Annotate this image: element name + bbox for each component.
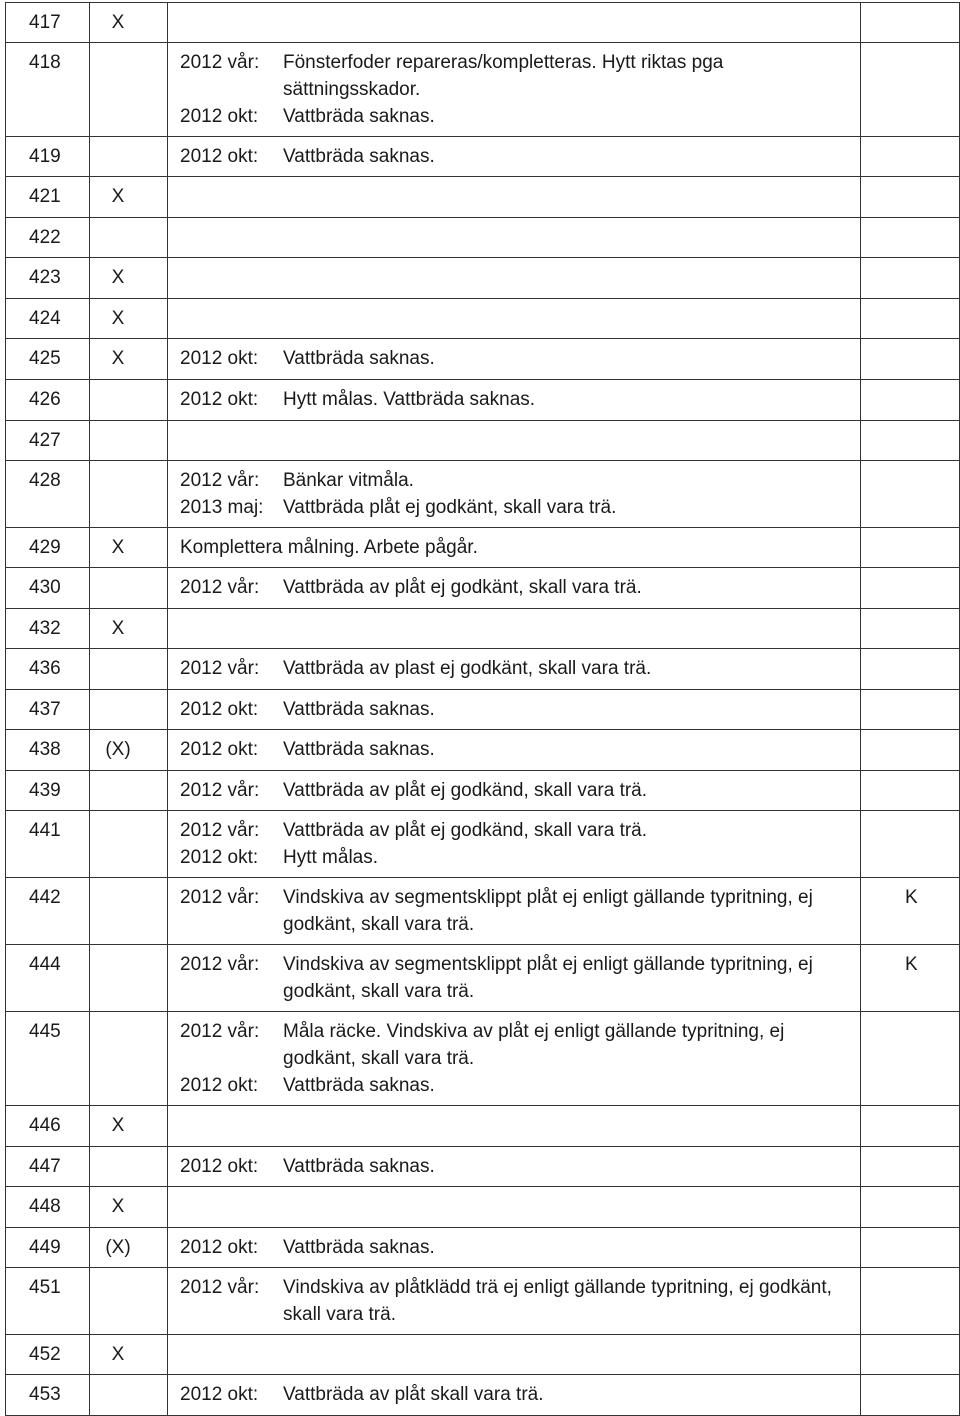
status-mark: X <box>111 186 125 207</box>
k-mark <box>905 299 959 311</box>
remark-entry <box>180 467 860 494</box>
row-number: 426 <box>29 389 61 410</box>
k-mark-cell <box>861 421 960 461</box>
row-number-cell <box>6 1228 90 1268</box>
status-mark: X <box>111 1344 125 1365</box>
description-cell <box>168 218 861 258</box>
description-cell <box>168 945 861 1012</box>
row-number: 419 <box>29 146 61 167</box>
status-mark-cell <box>90 43 168 137</box>
remark-text: Vattbräda saknas. <box>283 699 435 720</box>
table-row <box>6 609 960 649</box>
row-number: 448 <box>29 1196 61 1217</box>
remark-date: 2012 vår: <box>180 887 260 908</box>
description-cell <box>168 380 861 421</box>
description-cell <box>168 1268 861 1335</box>
k-mark <box>905 43 959 55</box>
status-mark-cell <box>90 1187 168 1228</box>
description-cell <box>168 1147 861 1187</box>
status-mark: (X) <box>105 739 131 760</box>
row-number: 436 <box>29 658 61 679</box>
row-number-cell <box>6 1147 90 1187</box>
k-mark <box>905 137 959 149</box>
description-cell <box>168 137 861 177</box>
row-number-cell <box>6 137 90 177</box>
table-row <box>6 811 960 878</box>
remark-text: Vattbräda av plåt skall vara trä. <box>283 1384 544 1405</box>
status-mark-cell <box>90 218 168 258</box>
status-mark-cell <box>90 609 168 649</box>
k-mark <box>905 421 959 433</box>
remark-date: 2012 okt: <box>180 1075 259 1096</box>
row-number-cell <box>6 177 90 218</box>
remark-text: Vattbräda av plast ej godkänt, skall vara trä. <box>283 658 652 679</box>
table-row <box>6 568 960 609</box>
remark-entry <box>180 696 860 723</box>
remark-entry <box>180 386 860 413</box>
row-number: 453 <box>29 1384 61 1405</box>
row-number-cell <box>6 1187 90 1228</box>
row-number-cell <box>6 730 90 771</box>
k-mark <box>905 690 959 702</box>
k-mark <box>905 1147 959 1159</box>
remark-date: 2012 okt: <box>180 106 259 127</box>
remark-entry <box>180 817 860 844</box>
k-mark <box>905 380 959 392</box>
table-row <box>6 258 960 299</box>
remark-date: 2013 maj: <box>180 497 264 518</box>
remark-text: Vattbräda av plåt ej godkänd, skall vara trä. <box>283 820 648 841</box>
row-number-cell <box>6 649 90 690</box>
table-row <box>6 177 960 218</box>
remark-date: 2012 okt: <box>180 1384 259 1405</box>
table-body <box>6 3 960 1416</box>
k-mark <box>905 258 959 270</box>
remark-date: 2012 vår: <box>180 820 260 841</box>
table-row <box>6 1187 960 1228</box>
table-row <box>6 1147 960 1187</box>
status-mark: X <box>111 308 125 329</box>
remark-text: Vattbräda saknas. <box>283 1075 435 1096</box>
status-mark-cell <box>90 461 168 528</box>
description-cell <box>168 730 861 771</box>
table-row <box>6 43 960 137</box>
k-mark <box>905 730 959 742</box>
row-number: 425 <box>29 348 61 369</box>
status-mark-cell <box>90 299 168 339</box>
description-cell <box>168 609 861 649</box>
remark-entry <box>180 884 860 938</box>
remark-entry <box>180 736 860 763</box>
row-number: 449 <box>29 1237 61 1258</box>
k-mark <box>905 528 959 540</box>
k-mark-cell <box>861 258 960 299</box>
row-number: 447 <box>29 1156 61 1177</box>
description-cell <box>168 299 861 339</box>
table-row <box>6 1106 960 1147</box>
description-cell <box>168 3 861 43</box>
status-mark-cell <box>90 3 168 43</box>
status-mark-cell <box>90 1106 168 1147</box>
status-mark-cell <box>90 258 168 299</box>
table-row <box>6 690 960 730</box>
status-mark-cell <box>90 339 168 380</box>
remark-date: 2012 vår: <box>180 52 260 73</box>
remark-text: Vattbräda av plåt ej godkänd, skall vara trä. <box>283 780 648 801</box>
row-number: 437 <box>29 699 61 720</box>
k-mark-cell <box>861 1147 960 1187</box>
row-number-cell <box>6 771 90 811</box>
table-row <box>6 380 960 421</box>
row-number-cell <box>6 461 90 528</box>
inspection-table <box>5 2 960 1416</box>
row-number-cell <box>6 811 90 878</box>
description-cell <box>168 1012 861 1106</box>
k-mark-cell <box>861 299 960 339</box>
k-mark <box>905 771 959 783</box>
table-row <box>6 339 960 380</box>
remark-date: 2012 okt: <box>180 389 259 410</box>
k-mark-cell <box>861 878 960 945</box>
k-mark <box>905 609 959 621</box>
status-mark-cell <box>90 528 168 568</box>
description-cell <box>168 1228 861 1268</box>
remark-entry <box>180 951 860 1005</box>
k-mark <box>905 1335 959 1347</box>
remark-entry <box>180 1153 860 1180</box>
status-mark-cell <box>90 380 168 421</box>
k-mark <box>905 649 959 661</box>
remark-date: 2012 okt: <box>180 1237 259 1258</box>
remark-entry <box>180 1381 860 1408</box>
table-row <box>6 1268 960 1335</box>
status-mark: X <box>111 348 125 369</box>
remark-text: Vindskiva av segmentsklippt plåt ej enligt gällande typritning, ej godkänt, skall vara trä. <box>283 887 813 935</box>
row-number: 438 <box>29 739 61 760</box>
status-mark: X <box>111 1115 125 1136</box>
row-number: 442 <box>29 887 61 908</box>
table-row <box>6 218 960 258</box>
remark-date: 2012 okt: <box>180 348 259 369</box>
row-number-cell <box>6 878 90 945</box>
table-row <box>6 649 960 690</box>
k-mark-cell <box>861 771 960 811</box>
k-mark: K <box>905 887 918 908</box>
row-number-cell <box>6 1268 90 1335</box>
k-mark-cell <box>861 3 960 43</box>
status-mark: X <box>111 618 125 639</box>
status-mark-cell <box>90 878 168 945</box>
row-number: 418 <box>29 52 61 73</box>
row-number: 429 <box>29 537 61 558</box>
k-mark-cell <box>861 690 960 730</box>
row-number: 424 <box>29 308 61 329</box>
row-number: 422 <box>29 227 61 248</box>
description-cell <box>168 528 861 568</box>
remark-date: 2012 vår: <box>180 658 260 679</box>
k-mark-cell <box>861 945 960 1012</box>
row-number: 451 <box>29 1277 61 1298</box>
k-mark-cell <box>861 1268 960 1335</box>
row-number-cell <box>6 1012 90 1106</box>
row-number-cell <box>6 421 90 461</box>
k-mark-cell <box>861 339 960 380</box>
remark-text: Måla räcke. Vindskiva av plåt ej enligt gällande typritning, ej godkänt, skall vara trä. <box>283 1021 785 1069</box>
status-mark: X <box>111 537 125 558</box>
row-number: 421 <box>29 186 61 207</box>
status-mark-cell <box>90 1147 168 1187</box>
k-mark <box>905 177 959 189</box>
status-mark: X <box>111 1196 125 1217</box>
row-number-cell <box>6 218 90 258</box>
description-cell <box>168 258 861 299</box>
description-cell <box>168 878 861 945</box>
row-number: 444 <box>29 954 61 975</box>
description-cell <box>168 1335 861 1375</box>
k-mark-cell <box>861 137 960 177</box>
status-mark: X <box>111 12 125 33</box>
description-cell <box>168 649 861 690</box>
table-row <box>6 528 960 568</box>
row-number: 428 <box>29 470 61 491</box>
description-cell <box>168 1375 861 1416</box>
row-number-cell <box>6 1106 90 1147</box>
k-mark-cell <box>861 730 960 771</box>
row-number: 432 <box>29 618 61 639</box>
k-mark-cell <box>861 811 960 878</box>
table-row <box>6 299 960 339</box>
status-mark-cell <box>90 811 168 878</box>
remark-date: 2012 vår: <box>180 577 260 598</box>
description-cell <box>168 461 861 528</box>
k-mark <box>905 1228 959 1240</box>
remark-date: 2012 vår: <box>180 1277 260 1298</box>
k-mark <box>905 1106 959 1118</box>
row-number-cell <box>6 568 90 609</box>
remark-entry <box>180 143 860 170</box>
table-row <box>6 1228 960 1268</box>
row-number-cell <box>6 339 90 380</box>
remark-date: 2012 okt: <box>180 1156 259 1177</box>
remark-text: Hytt målas. Vattbräda saknas. <box>283 389 536 410</box>
k-mark <box>905 1012 959 1024</box>
k-mark-cell <box>861 1012 960 1106</box>
status-mark-cell <box>90 649 168 690</box>
table-row <box>6 1375 960 1416</box>
remark-entry <box>180 574 860 601</box>
remark-entry <box>180 844 860 871</box>
description-cell <box>168 177 861 218</box>
description-cell <box>168 1187 861 1228</box>
row-number: 430 <box>29 577 61 598</box>
row-number-cell <box>6 43 90 137</box>
remark-entry <box>180 103 860 130</box>
k-mark-cell <box>861 568 960 609</box>
remark-text: Vattbräda saknas. <box>283 1156 435 1177</box>
status-mark-cell <box>90 1335 168 1375</box>
remark-date: 2012 okt: <box>180 146 259 167</box>
remark-text: Fönsterfoder repareras/kompletteras. Hytt riktas pga sättningsskador. <box>283 52 724 100</box>
status-mark: (X) <box>105 1237 131 1258</box>
row-number-cell <box>6 3 90 43</box>
row-number-cell <box>6 690 90 730</box>
remark-date: 2012 vår: <box>180 1021 260 1042</box>
k-mark <box>905 1187 959 1199</box>
k-mark-cell <box>861 1106 960 1147</box>
status-mark-cell <box>90 771 168 811</box>
row-number: 441 <box>29 820 61 841</box>
row-number-cell <box>6 1375 90 1416</box>
status-mark-cell <box>90 137 168 177</box>
k-mark-cell <box>861 649 960 690</box>
remark-text: Vattbräda saknas. <box>283 146 435 167</box>
description-cell <box>168 1106 861 1147</box>
row-number: 427 <box>29 430 61 451</box>
description-cell <box>168 690 861 730</box>
remark-text: Vattbräda saknas. <box>283 1237 435 1258</box>
remark-text: Hytt målas. <box>283 847 379 868</box>
row-number-cell <box>6 528 90 568</box>
status-mark-cell <box>90 421 168 461</box>
remark-entry <box>180 655 860 682</box>
status-mark-cell <box>90 690 168 730</box>
status-mark-cell <box>90 568 168 609</box>
row-number-cell <box>6 299 90 339</box>
row-number: 439 <box>29 780 61 801</box>
status-mark-cell <box>90 730 168 771</box>
k-mark <box>905 218 959 230</box>
remark-entry <box>180 1234 860 1261</box>
k-mark <box>905 1268 959 1280</box>
status-mark: X <box>111 267 125 288</box>
remark-entry <box>180 494 860 521</box>
description-cell <box>168 771 861 811</box>
row-number: 417 <box>29 12 61 33</box>
description-cell <box>168 43 861 137</box>
row-number: 423 <box>29 267 61 288</box>
status-mark-cell <box>90 1012 168 1106</box>
row-number-cell <box>6 609 90 649</box>
status-mark-cell <box>90 177 168 218</box>
status-mark-cell <box>90 1228 168 1268</box>
k-mark <box>905 339 959 351</box>
k-mark-cell <box>861 461 960 528</box>
description-cell <box>168 421 861 461</box>
table-row <box>6 421 960 461</box>
k-mark-cell <box>861 528 960 568</box>
table-row <box>6 771 960 811</box>
k-mark-cell <box>861 43 960 137</box>
remark-entry <box>180 1072 860 1099</box>
k-mark-cell <box>861 177 960 218</box>
row-number-cell <box>6 1335 90 1375</box>
k-mark-cell <box>861 1228 960 1268</box>
k-mark <box>905 3 959 15</box>
row-number: 452 <box>29 1344 61 1365</box>
k-mark-cell <box>861 218 960 258</box>
table-row <box>6 3 960 43</box>
remark-date: 2012 vår: <box>180 954 260 975</box>
remark-text: Vindskiva av segmentsklippt plåt ej enligt gällande typritning, ej godkänt, skall vara trä. <box>283 954 813 1002</box>
status-mark-cell <box>90 1375 168 1416</box>
remark-date: 2012 vår: <box>180 780 260 801</box>
remark-date: 2012 vår: <box>180 470 260 491</box>
k-mark-cell <box>861 609 960 649</box>
remark-date: 2012 okt: <box>180 847 259 868</box>
k-mark-cell <box>861 1375 960 1416</box>
k-mark-cell <box>861 1335 960 1375</box>
remark-entry <box>180 1274 860 1328</box>
remark-text: Bänkar vitmåla. <box>283 470 414 491</box>
description-cell <box>168 811 861 878</box>
row-number-cell <box>6 258 90 299</box>
k-mark: K <box>905 954 918 975</box>
remark-entry <box>180 777 860 804</box>
k-mark <box>905 461 959 473</box>
remark-text: Komplettera målning. Arbete pågår. <box>180 537 478 558</box>
remark-date: 2012 okt: <box>180 699 259 720</box>
remark-text: Vattbräda saknas. <box>283 106 435 127</box>
status-mark-cell <box>90 1268 168 1335</box>
table-row <box>6 878 960 945</box>
k-mark <box>905 1375 959 1387</box>
remark-text: Vattbräda plåt ej godkänt, skall vara trä. <box>283 497 617 518</box>
remark-text: Vattbräda saknas. <box>283 348 435 369</box>
description-cell <box>168 568 861 609</box>
k-mark-cell <box>861 1187 960 1228</box>
k-mark <box>905 811 959 823</box>
remark-entry <box>180 49 860 103</box>
remark-text: Vattbräda saknas. <box>283 739 435 760</box>
table-row <box>6 137 960 177</box>
row-number: 446 <box>29 1115 61 1136</box>
k-mark-cell <box>861 380 960 421</box>
table-row <box>6 1012 960 1106</box>
row-number: 445 <box>29 1021 61 1042</box>
table-row <box>6 461 960 528</box>
status-mark-cell <box>90 945 168 1012</box>
remark-date: 2012 okt: <box>180 739 259 760</box>
table-row <box>6 1335 960 1375</box>
row-number-cell <box>6 380 90 421</box>
row-number-cell <box>6 945 90 1012</box>
remark-text: Vattbräda av plåt ej godkänt, skall vara trä. <box>283 577 642 598</box>
remark-text: Vindskiva av plåtklädd trä ej enligt gällande typritning, ej godkänt, skall vara trä. <box>283 1277 832 1325</box>
remark-entry <box>180 1018 860 1072</box>
table-row <box>6 730 960 771</box>
remark-entry <box>180 345 860 372</box>
description-cell <box>168 339 861 380</box>
k-mark <box>905 568 959 580</box>
table-row <box>6 945 960 1012</box>
